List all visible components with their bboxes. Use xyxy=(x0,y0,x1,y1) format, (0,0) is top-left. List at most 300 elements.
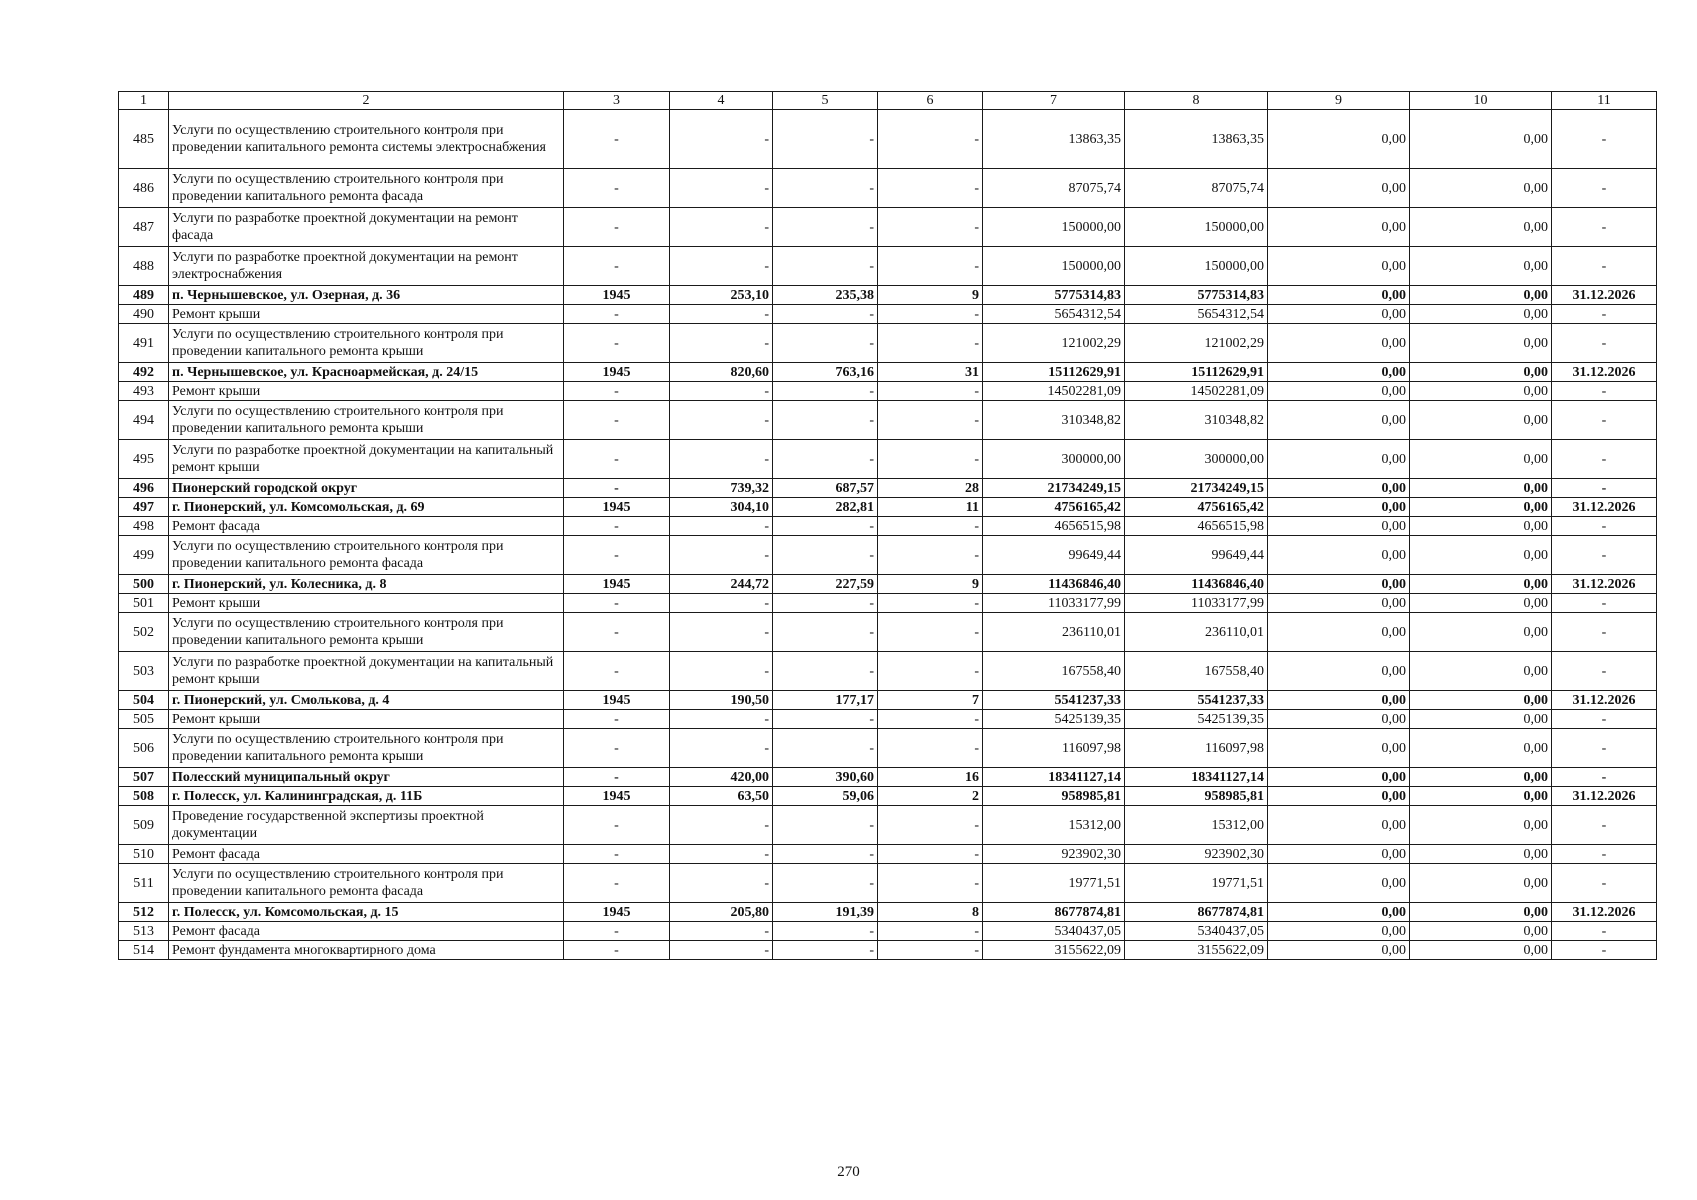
row-number-cell: 506 xyxy=(119,729,169,768)
item-name-cell: Услуги по осуществлению строительного контроля при проведении капитального ремонта фасада xyxy=(169,169,564,208)
total-area-cell: - xyxy=(670,864,773,903)
total-area-cell: 739,32 xyxy=(670,479,773,498)
total-cost-cell: 4756165,42 xyxy=(983,498,1125,517)
column-header: 4 xyxy=(670,92,773,110)
row-number-cell: 507 xyxy=(119,768,169,787)
table-row xyxy=(119,787,1657,806)
table-row xyxy=(119,575,1657,594)
item-name-cell: г. Пионерский, ул. Комсомольская, д. 69 xyxy=(169,498,564,517)
fund-cost-cell: 13863,35 xyxy=(1125,110,1268,169)
year-built-cell: - xyxy=(564,594,670,613)
fund-cost-cell: 11033177,99 xyxy=(1125,594,1268,613)
total-cost-cell: 21734249,15 xyxy=(983,479,1125,498)
table-row xyxy=(119,401,1657,440)
total-cost-cell: 11033177,99 xyxy=(983,594,1125,613)
total-cost-cell: 923902,30 xyxy=(983,845,1125,864)
municipal-cost-cell: 0,00 xyxy=(1410,479,1552,498)
year-built-cell: - xyxy=(564,208,670,247)
year-built-cell: 1945 xyxy=(564,363,670,382)
total-cost-cell: 5775314,83 xyxy=(983,286,1125,305)
residents-cell: 11 xyxy=(878,498,983,517)
completion-date-cell: - xyxy=(1552,594,1657,613)
living-area-cell: - xyxy=(773,845,878,864)
regional-cost-cell: 0,00 xyxy=(1268,382,1410,401)
completion-date-cell: 31.12.2026 xyxy=(1552,286,1657,305)
fund-cost-cell: 150000,00 xyxy=(1125,247,1268,286)
completion-date-cell: - xyxy=(1552,517,1657,536)
regional-cost-cell: 0,00 xyxy=(1268,247,1410,286)
item-name-cell: Ремонт крыши xyxy=(169,382,564,401)
year-built-cell: - xyxy=(564,517,670,536)
total-cost-cell: 19771,51 xyxy=(983,864,1125,903)
total-area-cell: 420,00 xyxy=(670,768,773,787)
municipal-cost-cell: 0,00 xyxy=(1410,922,1552,941)
table-row xyxy=(119,922,1657,941)
row-number-cell: 496 xyxy=(119,479,169,498)
regional-cost-cell: 0,00 xyxy=(1268,110,1410,169)
municipal-cost-cell: 0,00 xyxy=(1410,363,1552,382)
total-area-cell: 205,80 xyxy=(670,903,773,922)
fund-cost-cell: 121002,29 xyxy=(1125,324,1268,363)
municipal-cost-cell: 0,00 xyxy=(1410,768,1552,787)
municipal-cost-cell: 0,00 xyxy=(1410,594,1552,613)
fund-cost-cell: 15312,00 xyxy=(1125,806,1268,845)
item-name-cell: Услуги по осуществлению строительного контроля при проведении капитального ремонта крыши xyxy=(169,613,564,652)
total-cost-cell: 236110,01 xyxy=(983,613,1125,652)
living-area-cell: 177,17 xyxy=(773,691,878,710)
item-name-cell: Услуги по осуществлению строительного контроля при проведении капитального ремонта фасада xyxy=(169,536,564,575)
regional-cost-cell: 0,00 xyxy=(1268,729,1410,768)
residents-cell: - xyxy=(878,941,983,960)
municipal-cost-cell: 0,00 xyxy=(1410,536,1552,575)
column-header: 3 xyxy=(564,92,670,110)
municipal-cost-cell: 0,00 xyxy=(1410,652,1552,691)
municipal-cost-cell: 0,00 xyxy=(1410,613,1552,652)
living-area-cell: - xyxy=(773,401,878,440)
regional-cost-cell: 0,00 xyxy=(1268,479,1410,498)
living-area-cell: - xyxy=(773,110,878,169)
item-name-cell: Ремонт крыши xyxy=(169,594,564,613)
regional-cost-cell: 0,00 xyxy=(1268,652,1410,691)
item-name-cell: Услуги по разработке проектной документации на ремонт фасада xyxy=(169,208,564,247)
year-built-cell: - xyxy=(564,806,670,845)
row-number-cell: 489 xyxy=(119,286,169,305)
total-cost-cell: 18341127,14 xyxy=(983,768,1125,787)
row-number-cell: 493 xyxy=(119,382,169,401)
year-built-cell: - xyxy=(564,652,670,691)
total-area-cell: 190,50 xyxy=(670,691,773,710)
row-number-cell: 488 xyxy=(119,247,169,286)
regional-cost-cell: 0,00 xyxy=(1268,594,1410,613)
row-number-cell: 502 xyxy=(119,613,169,652)
item-name-cell: Пионерский городской округ xyxy=(169,479,564,498)
fund-cost-cell: 300000,00 xyxy=(1125,440,1268,479)
column-header: 8 xyxy=(1125,92,1268,110)
fund-cost-cell: 5425139,35 xyxy=(1125,710,1268,729)
completion-date-cell: - xyxy=(1552,305,1657,324)
year-built-cell: - xyxy=(564,440,670,479)
completion-date-cell: - xyxy=(1552,922,1657,941)
total-area-cell: 244,72 xyxy=(670,575,773,594)
fund-cost-cell: 3155622,09 xyxy=(1125,941,1268,960)
column-header: 10 xyxy=(1410,92,1552,110)
table-row xyxy=(119,729,1657,768)
completion-date-cell: - xyxy=(1552,247,1657,286)
fund-cost-cell: 310348,82 xyxy=(1125,401,1268,440)
regional-cost-cell: 0,00 xyxy=(1268,536,1410,575)
column-header: 1 xyxy=(119,92,169,110)
fund-cost-cell: 87075,74 xyxy=(1125,169,1268,208)
fund-cost-cell: 15112629,91 xyxy=(1125,363,1268,382)
year-built-cell: - xyxy=(564,401,670,440)
regional-cost-cell: 0,00 xyxy=(1268,517,1410,536)
row-number-cell: 510 xyxy=(119,845,169,864)
completion-date-cell: - xyxy=(1552,208,1657,247)
fund-cost-cell: 236110,01 xyxy=(1125,613,1268,652)
row-number-cell: 511 xyxy=(119,864,169,903)
total-cost-cell: 121002,29 xyxy=(983,324,1125,363)
fund-cost-cell: 11436846,40 xyxy=(1125,575,1268,594)
living-area-cell: - xyxy=(773,652,878,691)
completion-date-cell: - xyxy=(1552,864,1657,903)
municipal-cost-cell: 0,00 xyxy=(1410,575,1552,594)
table-row xyxy=(119,169,1657,208)
residents-cell: - xyxy=(878,729,983,768)
table-row xyxy=(119,363,1657,382)
municipal-cost-cell: 0,00 xyxy=(1410,382,1552,401)
table-row xyxy=(119,536,1657,575)
table-row xyxy=(119,247,1657,286)
item-name-cell: Услуги по осуществлению строительного контроля при проведении капитального ремонта крыши xyxy=(169,401,564,440)
regional-cost-cell: 0,00 xyxy=(1268,691,1410,710)
year-built-cell: - xyxy=(564,110,670,169)
total-area-cell: - xyxy=(670,652,773,691)
municipal-cost-cell: 0,00 xyxy=(1410,864,1552,903)
municipal-cost-cell: 0,00 xyxy=(1410,286,1552,305)
year-built-cell: 1945 xyxy=(564,286,670,305)
year-built-cell: - xyxy=(564,169,670,208)
item-name-cell: Услуги по разработке проектной документации на капитальный ремонт крыши xyxy=(169,440,564,479)
year-built-cell: 1945 xyxy=(564,903,670,922)
table-row xyxy=(119,382,1657,401)
municipal-cost-cell: 0,00 xyxy=(1410,401,1552,440)
total-area-cell: 820,60 xyxy=(670,363,773,382)
living-area-cell: - xyxy=(773,440,878,479)
total-cost-cell: 15312,00 xyxy=(983,806,1125,845)
regional-cost-cell: 0,00 xyxy=(1268,363,1410,382)
living-area-cell: - xyxy=(773,864,878,903)
table-row xyxy=(119,324,1657,363)
total-area-cell: - xyxy=(670,845,773,864)
year-built-cell: 1945 xyxy=(564,575,670,594)
municipal-cost-cell: 0,00 xyxy=(1410,710,1552,729)
completion-date-cell: - xyxy=(1552,729,1657,768)
living-area-cell: 687,57 xyxy=(773,479,878,498)
row-number-cell: 495 xyxy=(119,440,169,479)
total-cost-cell: 3155622,09 xyxy=(983,941,1125,960)
total-cost-cell: 116097,98 xyxy=(983,729,1125,768)
row-number-cell: 486 xyxy=(119,169,169,208)
table-row xyxy=(119,941,1657,960)
year-built-cell: - xyxy=(564,922,670,941)
item-name-cell: Ремонт фасада xyxy=(169,922,564,941)
completion-date-cell: 31.12.2026 xyxy=(1552,691,1657,710)
living-area-cell: - xyxy=(773,208,878,247)
regional-cost-cell: 0,00 xyxy=(1268,575,1410,594)
total-cost-cell: 87075,74 xyxy=(983,169,1125,208)
table-row xyxy=(119,208,1657,247)
item-name-cell: Ремонт крыши xyxy=(169,710,564,729)
completion-date-cell: - xyxy=(1552,710,1657,729)
year-built-cell: 1945 xyxy=(564,787,670,806)
living-area-cell: - xyxy=(773,806,878,845)
item-name-cell: Услуги по осуществлению строительного контроля при проведении капитального ремонта крыши xyxy=(169,324,564,363)
year-built-cell: 1945 xyxy=(564,691,670,710)
living-area-cell: - xyxy=(773,517,878,536)
column-header: 6 xyxy=(878,92,983,110)
residents-cell: - xyxy=(878,517,983,536)
table-row xyxy=(119,305,1657,324)
completion-date-cell: 31.12.2026 xyxy=(1552,575,1657,594)
year-built-cell: - xyxy=(564,729,670,768)
regional-cost-cell: 0,00 xyxy=(1268,440,1410,479)
year-built-cell: - xyxy=(564,845,670,864)
municipal-cost-cell: 0,00 xyxy=(1410,941,1552,960)
residents-cell: 7 xyxy=(878,691,983,710)
residents-cell: - xyxy=(878,845,983,864)
residents-cell: 31 xyxy=(878,363,983,382)
regional-cost-cell: 0,00 xyxy=(1268,922,1410,941)
row-number-cell: 512 xyxy=(119,903,169,922)
total-area-cell: - xyxy=(670,922,773,941)
fund-cost-cell: 99649,44 xyxy=(1125,536,1268,575)
year-built-cell: - xyxy=(564,710,670,729)
row-number-cell: 514 xyxy=(119,941,169,960)
total-cost-cell: 310348,82 xyxy=(983,401,1125,440)
living-area-cell: - xyxy=(773,536,878,575)
total-area-cell: - xyxy=(670,594,773,613)
residents-cell: - xyxy=(878,922,983,941)
column-header: 5 xyxy=(773,92,878,110)
total-area-cell: - xyxy=(670,208,773,247)
total-cost-cell: 150000,00 xyxy=(983,247,1125,286)
total-area-cell: - xyxy=(670,729,773,768)
item-name-cell: Услуги по разработке проектной документации на капитальный ремонт крыши xyxy=(169,652,564,691)
total-cost-cell: 11436846,40 xyxy=(983,575,1125,594)
row-number-cell: 505 xyxy=(119,710,169,729)
total-cost-cell: 5425139,35 xyxy=(983,710,1125,729)
total-area-cell: - xyxy=(670,324,773,363)
living-area-cell: - xyxy=(773,382,878,401)
item-name-cell: Ремонт фасада xyxy=(169,517,564,536)
completion-date-cell: - xyxy=(1552,845,1657,864)
regional-cost-cell: 0,00 xyxy=(1268,324,1410,363)
row-number-cell: 494 xyxy=(119,401,169,440)
fund-cost-cell: 958985,81 xyxy=(1125,787,1268,806)
municipal-cost-cell: 0,00 xyxy=(1410,903,1552,922)
municipal-cost-cell: 0,00 xyxy=(1410,517,1552,536)
total-area-cell: - xyxy=(670,305,773,324)
total-cost-cell: 150000,00 xyxy=(983,208,1125,247)
item-name-cell: Услуги по осуществлению строительного контроля при проведении капитального ремонта системы электроснабжения xyxy=(169,110,564,169)
item-name-cell: п. Чернышевское, ул. Озерная, д. 36 xyxy=(169,286,564,305)
living-area-cell: - xyxy=(773,305,878,324)
total-area-cell: - xyxy=(670,401,773,440)
total-cost-cell: 5654312,54 xyxy=(983,305,1125,324)
item-name-cell: Полесский муниципальный округ xyxy=(169,768,564,787)
total-area-cell: - xyxy=(670,941,773,960)
total-cost-cell: 5340437,05 xyxy=(983,922,1125,941)
regional-cost-cell: 0,00 xyxy=(1268,169,1410,208)
total-area-cell: - xyxy=(670,440,773,479)
residents-cell: - xyxy=(878,208,983,247)
completion-date-cell: - xyxy=(1552,110,1657,169)
year-built-cell: 1945 xyxy=(564,498,670,517)
total-cost-cell: 4656515,98 xyxy=(983,517,1125,536)
fund-cost-cell: 150000,00 xyxy=(1125,208,1268,247)
municipal-cost-cell: 0,00 xyxy=(1410,208,1552,247)
total-cost-cell: 8677874,81 xyxy=(983,903,1125,922)
row-number-cell: 513 xyxy=(119,922,169,941)
year-built-cell: - xyxy=(564,479,670,498)
residents-cell: - xyxy=(878,652,983,691)
residents-cell: - xyxy=(878,710,983,729)
municipal-cost-cell: 0,00 xyxy=(1410,305,1552,324)
residents-cell: - xyxy=(878,247,983,286)
regional-cost-cell: 0,00 xyxy=(1268,787,1410,806)
living-area-cell: 235,38 xyxy=(773,286,878,305)
fund-cost-cell: 4656515,98 xyxy=(1125,517,1268,536)
table-row xyxy=(119,498,1657,517)
completion-date-cell: - xyxy=(1552,169,1657,208)
living-area-cell: - xyxy=(773,594,878,613)
item-name-cell: г. Полесск, ул. Калининградская, д. 11Б xyxy=(169,787,564,806)
municipal-cost-cell: 0,00 xyxy=(1410,729,1552,768)
completion-date-cell: 31.12.2026 xyxy=(1552,903,1657,922)
item-name-cell: Ремонт фундамента многоквартирного дома xyxy=(169,941,564,960)
table-row xyxy=(119,110,1657,169)
item-name-cell: Услуги по осуществлению строительного контроля при проведении капитального ремонта фасада xyxy=(169,864,564,903)
living-area-cell: - xyxy=(773,922,878,941)
completion-date-cell: - xyxy=(1552,652,1657,691)
total-cost-cell: 958985,81 xyxy=(983,787,1125,806)
completion-date-cell: - xyxy=(1552,324,1657,363)
row-number-cell: 497 xyxy=(119,498,169,517)
total-area-cell: 63,50 xyxy=(670,787,773,806)
table-row xyxy=(119,903,1657,922)
total-area-cell: 304,10 xyxy=(670,498,773,517)
total-cost-cell: 99649,44 xyxy=(983,536,1125,575)
year-built-cell: - xyxy=(564,941,670,960)
residents-cell: - xyxy=(878,594,983,613)
municipal-cost-cell: 0,00 xyxy=(1410,324,1552,363)
year-built-cell: - xyxy=(564,613,670,652)
table-row xyxy=(119,710,1657,729)
completion-date-cell: - xyxy=(1552,768,1657,787)
table-row xyxy=(119,286,1657,305)
item-name-cell: г. Полесск, ул. Комсомольская, д. 15 xyxy=(169,903,564,922)
municipal-cost-cell: 0,00 xyxy=(1410,845,1552,864)
residents-cell: 28 xyxy=(878,479,983,498)
completion-date-cell: - xyxy=(1552,941,1657,960)
fund-cost-cell: 21734249,15 xyxy=(1125,479,1268,498)
fund-cost-cell: 19771,51 xyxy=(1125,864,1268,903)
total-area-cell: - xyxy=(670,536,773,575)
residents-cell: 2 xyxy=(878,787,983,806)
living-area-cell: - xyxy=(773,169,878,208)
residents-cell: - xyxy=(878,613,983,652)
regional-cost-cell: 0,00 xyxy=(1268,903,1410,922)
total-area-cell: - xyxy=(670,710,773,729)
fund-cost-cell: 116097,98 xyxy=(1125,729,1268,768)
column-header: 11 xyxy=(1552,92,1657,110)
completion-date-cell: - xyxy=(1552,536,1657,575)
regional-cost-cell: 0,00 xyxy=(1268,768,1410,787)
row-number-cell: 498 xyxy=(119,517,169,536)
row-number-cell: 499 xyxy=(119,536,169,575)
total-cost-cell: 15112629,91 xyxy=(983,363,1125,382)
living-area-cell: - xyxy=(773,941,878,960)
regional-cost-cell: 0,00 xyxy=(1268,710,1410,729)
item-name-cell: Услуги по осуществлению строительного контроля при проведении капитального ремонта крыши xyxy=(169,729,564,768)
total-area-cell: - xyxy=(670,382,773,401)
row-number-cell: 503 xyxy=(119,652,169,691)
table-row xyxy=(119,691,1657,710)
item-name-cell: п. Чернышевское, ул. Красноармейская, д. 24/15 xyxy=(169,363,564,382)
living-area-cell: - xyxy=(773,613,878,652)
fund-cost-cell: 14502281,09 xyxy=(1125,382,1268,401)
municipal-cost-cell: 0,00 xyxy=(1410,169,1552,208)
year-built-cell: - xyxy=(564,305,670,324)
residents-cell: - xyxy=(878,440,983,479)
completion-date-cell: 31.12.2026 xyxy=(1552,498,1657,517)
living-area-cell: - xyxy=(773,324,878,363)
residents-cell: - xyxy=(878,382,983,401)
year-built-cell: - xyxy=(564,536,670,575)
year-built-cell: - xyxy=(564,324,670,363)
total-area-cell: - xyxy=(670,613,773,652)
living-area-cell: 227,59 xyxy=(773,575,878,594)
year-built-cell: - xyxy=(564,382,670,401)
fund-cost-cell: 5541237,33 xyxy=(1125,691,1268,710)
total-area-cell: - xyxy=(670,247,773,286)
regional-cost-cell: 0,00 xyxy=(1268,286,1410,305)
fund-cost-cell: 5654312,54 xyxy=(1125,305,1268,324)
fund-cost-cell: 8677874,81 xyxy=(1125,903,1268,922)
item-name-cell: г. Пионерский, ул. Смолькова, д. 4 xyxy=(169,691,564,710)
completion-date-cell: - xyxy=(1552,382,1657,401)
table-row xyxy=(119,652,1657,691)
page-number: 270 xyxy=(837,1164,860,1180)
total-area-cell: - xyxy=(670,169,773,208)
total-area-cell: 253,10 xyxy=(670,286,773,305)
item-name-cell: Услуги по разработке проектной документации на ремонт электроснабжения xyxy=(169,247,564,286)
regional-cost-cell: 0,00 xyxy=(1268,845,1410,864)
row-number-cell: 509 xyxy=(119,806,169,845)
total-cost-cell: 14502281,09 xyxy=(983,382,1125,401)
completion-date-cell: 31.12.2026 xyxy=(1552,787,1657,806)
residents-cell: - xyxy=(878,110,983,169)
row-number-cell: 487 xyxy=(119,208,169,247)
residents-cell: 9 xyxy=(878,286,983,305)
fund-cost-cell: 4756165,42 xyxy=(1125,498,1268,517)
fund-cost-cell: 5340437,05 xyxy=(1125,922,1268,941)
living-area-cell: 59,06 xyxy=(773,787,878,806)
regional-cost-cell: 0,00 xyxy=(1268,941,1410,960)
row-number-cell: 485 xyxy=(119,110,169,169)
regional-cost-cell: 0,00 xyxy=(1268,208,1410,247)
table-body xyxy=(119,110,1657,960)
